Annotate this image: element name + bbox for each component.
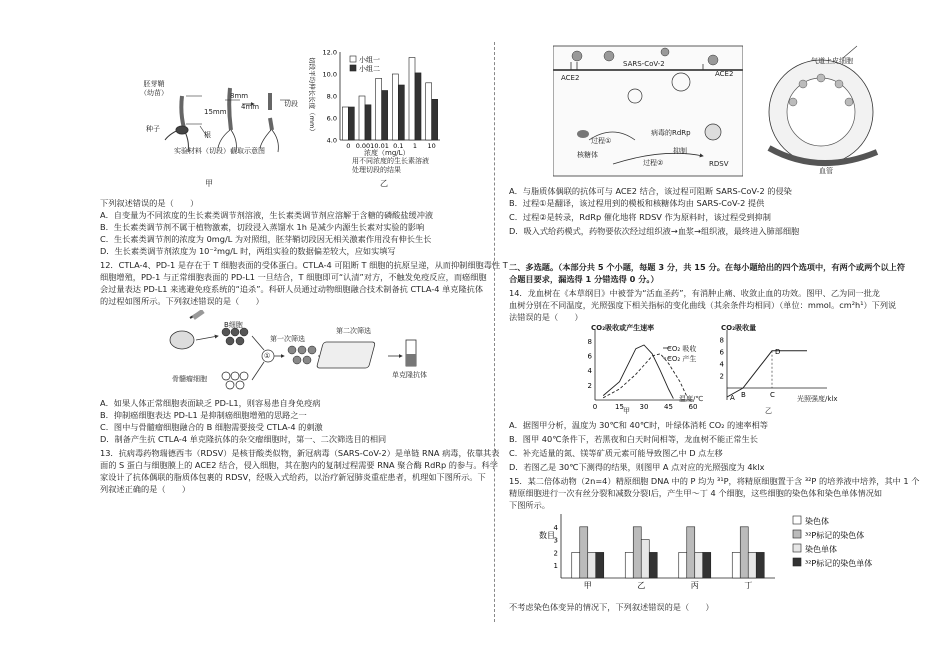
bar-³²P标记的染色单体 <box>649 552 657 578</box>
q12-line-4: 的过程如图所示。下列叙述错误的是（ ） <box>100 296 264 306</box>
chart-light-title: CO₂吸收量 <box>721 324 757 332</box>
process2-label: 过程② <box>643 159 664 167</box>
chart-temp-title: CO₂吸收或产生速率 <box>591 324 655 332</box>
q14-option-d: D．若图乙是 30℃下测得的结果，则图甲 A 点对应的光照强度为 4klx <box>509 462 765 472</box>
point-label: A <box>730 394 735 402</box>
bar-小组一 <box>392 74 398 140</box>
fused-cells-icon <box>288 346 316 364</box>
bar-³²P标记的染色体 <box>740 527 748 578</box>
q13-option-d: D．吸入式给药模式，药物要依次经过组织液→血浆→组织液，最终进入肺部细胞 <box>509 226 800 236</box>
root-label: 根 <box>204 131 211 139</box>
q14-option-a: A．据图甲分析，温度为 30℃和 40℃时，叶绿体消耗 CO₂ 的速率相等 <box>509 420 768 430</box>
series-line-CO₂ 吸收 <box>603 345 673 399</box>
coleoptile-label: 胚芽鞘 （幼苗） <box>140 80 168 97</box>
myeloma-cell-cluster-icon <box>222 372 248 389</box>
bar-³²P标记的染色体 <box>687 527 695 578</box>
bar-小组一 <box>409 58 415 141</box>
screen1-label: 第一次筛选 <box>270 335 305 343</box>
bar-染色单体 <box>748 552 756 578</box>
bar-染色单体 <box>641 540 649 578</box>
bar-小组二 <box>365 105 371 140</box>
chart-light-name: 乙 <box>765 407 772 415</box>
point-label: C <box>770 391 775 399</box>
bar-小组二 <box>415 73 421 140</box>
y-axis-label: 切段平均伸长长度（mm） <box>308 57 316 135</box>
q11-option-d: D．生长素类调节剂浓度为 10⁻²mg/L 时，两组实验的数据偏差较大，应如实填写 <box>100 246 396 256</box>
bar-小组二 <box>348 107 354 140</box>
ace2-left-label: ACE2 <box>561 74 580 82</box>
q13-line-3: 家设计了抗体偶联的脂质体包裹的 RDSV，经吸入式给药，以治疗新冠肺炎重症患者，机理如下图所示。下 <box>100 472 486 482</box>
q15-line-1: 15．某二倍体动物（2n=4）精原细胞 DNA 中的 P 均为 ³¹P，将精原细胞置于含 ³²P 的培养液中培养，其中 1 个 <box>509 476 920 486</box>
q13-option-b: B．过程①是翻译，该过程用到的模板和核糖体均由 SARS-CoV-2 提供 <box>509 198 765 208</box>
chart-temp-legend-produce: CO₂ 产生 <box>667 355 697 363</box>
y-tick-label: 2 <box>587 381 592 390</box>
point-label: D <box>775 347 781 356</box>
legend-label: 小组二 <box>359 65 380 73</box>
b-cell-label: B细胞 <box>224 321 243 329</box>
q13-line-4: 列叙述正确的是（ ） <box>100 484 191 494</box>
y-tick-label: 1 <box>553 562 558 571</box>
ribosome-label: 核糖体 <box>577 151 598 159</box>
y-tick-label: 4.0 <box>326 136 337 145</box>
bar-³²P标记的染色体 <box>633 527 641 578</box>
x-tick-label: 甲 <box>583 581 592 590</box>
legend-swatch <box>793 558 801 566</box>
bar-³²P标记的染色单体 <box>756 552 764 578</box>
y-axis-label: 数目 <box>539 531 555 540</box>
y-tick-label: 8.0 <box>326 92 337 101</box>
x-tick-label: 丁 <box>744 581 753 590</box>
bar-³²P标记的染色单体 <box>703 552 711 578</box>
figure-jia-caption: 实验材料（切段）截取示意图 <box>174 147 265 155</box>
y-tick-label: 8 <box>719 336 724 345</box>
legend-swatch <box>350 65 356 71</box>
chart-yi <box>300 42 450 154</box>
bar-染色体 <box>679 552 687 578</box>
legend-swatch <box>793 544 801 552</box>
length-4-label: 4mm <box>241 103 260 111</box>
legend-label: ³²P标记的染色体 <box>805 531 865 540</box>
legend-swatch <box>793 516 801 524</box>
y-tick-label: 4 <box>719 360 724 369</box>
q13-line-1: 13．抗病毒药物瑞德西韦（RDSV）是核苷酸类似物，新冠病毒（SARS-CoV-2）是单链 RNA 病毒，依靠其表 <box>100 448 500 458</box>
chart-light-xlabel: 光照强度/klx <box>797 395 838 403</box>
screen2-label: 第二次筛选 <box>336 327 371 335</box>
q15-line-2: 精原细胞进行一次有丝分裂和减数分裂Ⅰ后，产生甲～丁 4 个细胞，这些细胞的染色体和染色单体情况如 <box>509 488 883 498</box>
seedling-icon <box>165 96 188 152</box>
q11-option-c: C．生长素类调节剂的浓度为 0mg/L 为对照组，胚芽鞘切段因无相关激素作用没有伸长生长 <box>100 234 432 244</box>
q12-option-a: A．如果人体正常细胞表面缺乏 PD-L1，则容易患自身免疫病 <box>100 398 321 408</box>
process1-label: 过程① <box>591 137 612 145</box>
q11-option-b: B．生长素类调节剂不属于植物激素，切段浸入蒸馏水 1h 是减少内源生长素对实验的影响 <box>100 222 425 232</box>
rdsv-liposome-icon <box>705 124 721 140</box>
x-tick-label: 0.01 <box>374 142 389 150</box>
figure-mab-process <box>160 310 440 402</box>
bar-小组一 <box>426 83 432 140</box>
step-1-marker: ① <box>264 352 271 360</box>
bar-小组一 <box>342 107 348 140</box>
q14-option-b: B．图甲 40℃条件下，若黑夜和白天时间相等，龙血树不能正常生长 <box>509 434 758 444</box>
q12-option-c: C．图中与骨髓瘤细胞融合的 B 细胞需要接受 CTLA-4 的刺激 <box>100 422 323 432</box>
y-tick-label: 6 <box>719 348 724 357</box>
q12-option-b: B．抑制癌细胞表达 PD-L1 是抑制癌细胞增殖的思路之一 <box>100 410 307 420</box>
section2-header-1: 二、多选题。（本部分共 5 个小题，每题 3 分，共 15 分。在每小题给出的四个选项中，有两个或两个以上符 <box>509 262 906 272</box>
chart-yi-name: 乙 <box>380 179 388 188</box>
legend-swatch <box>350 56 356 62</box>
figure-jia <box>130 48 315 188</box>
antibody-tube-icon <box>406 340 416 366</box>
x-tick-label: 30 <box>639 403 649 411</box>
q11-stem: 下列叙述错误的是（ ） <box>100 198 199 208</box>
q14-line-3: 法错误的是（ ） <box>509 312 583 322</box>
q12-option-d: D．制备产生抗 CTLA-4 单克隆抗体的杂交瘤细胞时，第一、二次筛选目的相同 <box>100 434 387 444</box>
bar-³²P标记的染色单体 <box>596 552 604 578</box>
x-tick-label: 10 <box>427 142 436 150</box>
chart-temp-name: 甲 <box>623 407 630 415</box>
seed-label: 种子 <box>146 125 160 133</box>
bar-小组二 <box>382 91 388 141</box>
x-tick-label: 60 <box>688 403 698 411</box>
virus-label: SARS-CoV-2 <box>623 60 665 68</box>
q13-option-a: A．与脂质体偶联的抗体可与 ACE2 结合，该过程可阻断 SARS-CoV-2 的侵染 <box>509 186 792 196</box>
section2-header-2: 合题目要求，漏选得 1 分错选得 0 分。） <box>509 274 659 284</box>
x-tick-label: 15 <box>615 403 624 411</box>
chart-cells <box>531 508 941 594</box>
bar-染色单体 <box>695 552 703 578</box>
x-tick-label: 乙 <box>637 581 646 590</box>
rdsv-label: RDSV <box>709 160 729 168</box>
length-8-label: 8mm <box>230 92 249 100</box>
x-tick-label: 45 <box>664 403 673 411</box>
bar-小组二 <box>432 99 438 140</box>
x-tick-label: 0.001 <box>355 142 375 150</box>
q11-option-a: A．自变量为不同浓度的生长素类调节剂溶液，生长素类调节剂应溶解于含糖的磷酸盐缓冲液 <box>100 210 434 220</box>
b-cell-cluster-icon <box>222 328 248 345</box>
bar-染色体 <box>625 552 633 578</box>
length-15-label: 15mm <box>204 108 227 116</box>
chart-temp-legend-absorb: CO₂ 吸收 <box>667 345 697 353</box>
legend-label: 小组一 <box>359 56 380 64</box>
bar-染色单体 <box>588 552 596 578</box>
q13-option-c: C．过程②是转录，RdRp 催化地将 RDSV 作为原料时，该过程受到抑制 <box>509 212 771 222</box>
q14-line-1: 14．龙血树在《本草纲目》中被誉为“活血圣药”，有消肿止痛、收敛止血的功效。图甲、乙为同一批龙 <box>509 288 880 298</box>
bar-³²P标记的染色体 <box>580 527 588 578</box>
x-tick-label: 1 <box>412 142 418 150</box>
x-tick-label: 0 <box>592 403 598 411</box>
legend-label: 染色体 <box>805 517 829 526</box>
legend-swatch <box>793 530 801 538</box>
rdrp-label: 病毒的RdRp <box>651 129 691 137</box>
figure-jia-name: 甲 <box>205 179 213 188</box>
culture-plate-icon <box>316 342 375 368</box>
chart-yi-caption: 用不同浓度的生长素溶液 处理切段的结果 <box>352 157 429 174</box>
y-tick-label: 3 <box>553 536 558 545</box>
q14-line-2: 血树分别在不同温度，光照强度下相关指标的变化曲线（其余条件均相同）（单位：mmol。cm²h¹）下列说 <box>509 300 897 310</box>
airway-label: 气道上皮细胞 <box>811 57 853 65</box>
ribosome-icon <box>577 130 589 138</box>
bar-染色体 <box>732 552 740 578</box>
bar-小组一 <box>376 78 382 140</box>
x-tick-label: 0 <box>346 142 351 150</box>
chart-temp-xlabel: 温度/℃ <box>679 395 704 403</box>
q12-line-2: 细胞增殖，PD-1 与正常细胞表面的 PD-L1 一旦结合，T 细胞即可“认清”对方，不触发免疫反应，而癌细胞 <box>100 272 487 282</box>
ace2-right-label: ACE2 <box>715 70 734 78</box>
bar-小组二 <box>398 85 404 140</box>
inhibit-label: 抑制 <box>673 147 687 155</box>
y-tick-label: 12.0 <box>322 48 337 57</box>
q12-line-3: 会过量表达 PD-L1 来逃避免疫系统的“追杀”。科研人员通过动物细胞融合技术制备抗 CTLA-4 单克隆抗体 <box>100 284 484 294</box>
q15-stem: 不考虑染色体变异的情况下，下列叙述错误的是（ ） <box>509 602 714 612</box>
legend-label: ³²P标记的染色单体 <box>805 559 873 568</box>
q15-line-3: 下图所示。 <box>509 500 550 510</box>
q14-option-c: C．补充适量的氮、镁等矿质元素可能导致图乙中 D 点左移 <box>509 448 723 458</box>
y-tick-label: 2 <box>553 549 558 558</box>
y-tick-label: 6 <box>587 352 592 361</box>
y-tick-label: 10.0 <box>322 70 337 79</box>
myeloma-label: 骨髓瘤细胞 <box>172 375 207 383</box>
y-tick-label: 6.0 <box>326 114 337 123</box>
point-label: B <box>741 391 746 399</box>
q12-line-1: 12．CTLA-4、PD-1 是存在于 T 细胞表面的受体蛋白。CTLA-4 可阻断 T 细胞的抗原呈递，从而抑制细胞毒性 T <box>100 260 508 270</box>
chart-yi-xlabel: 浓度（mg/L） <box>364 149 410 157</box>
y-tick-label: 4 <box>553 523 558 532</box>
q13-line-2: 面的 S 蛋白与细胞膜上的 ACE2 结合，侵入细胞，其在胞内的复制过程需要 RNA 聚合酶 RdRp 的参与。科学 <box>100 460 498 470</box>
antibody-label: 单克隆抗体 <box>392 371 427 379</box>
y-tick-label: 8 <box>587 337 592 346</box>
legend-label: 染色单体 <box>805 545 837 554</box>
x-tick-label: 0.1 <box>393 142 404 150</box>
right-column <box>495 0 950 672</box>
bar-染色体 <box>572 552 580 578</box>
bar-小组一 <box>359 96 365 140</box>
mouse-icon <box>170 310 205 349</box>
series-line-co2 <box>727 351 807 397</box>
y-tick-label: 2 <box>719 372 724 381</box>
x-tick-label: 丙 <box>690 581 699 590</box>
y-tick-label: 4 <box>587 367 592 376</box>
cut-label: 切段 <box>284 100 298 108</box>
vessel-label: 血管 <box>819 167 833 175</box>
